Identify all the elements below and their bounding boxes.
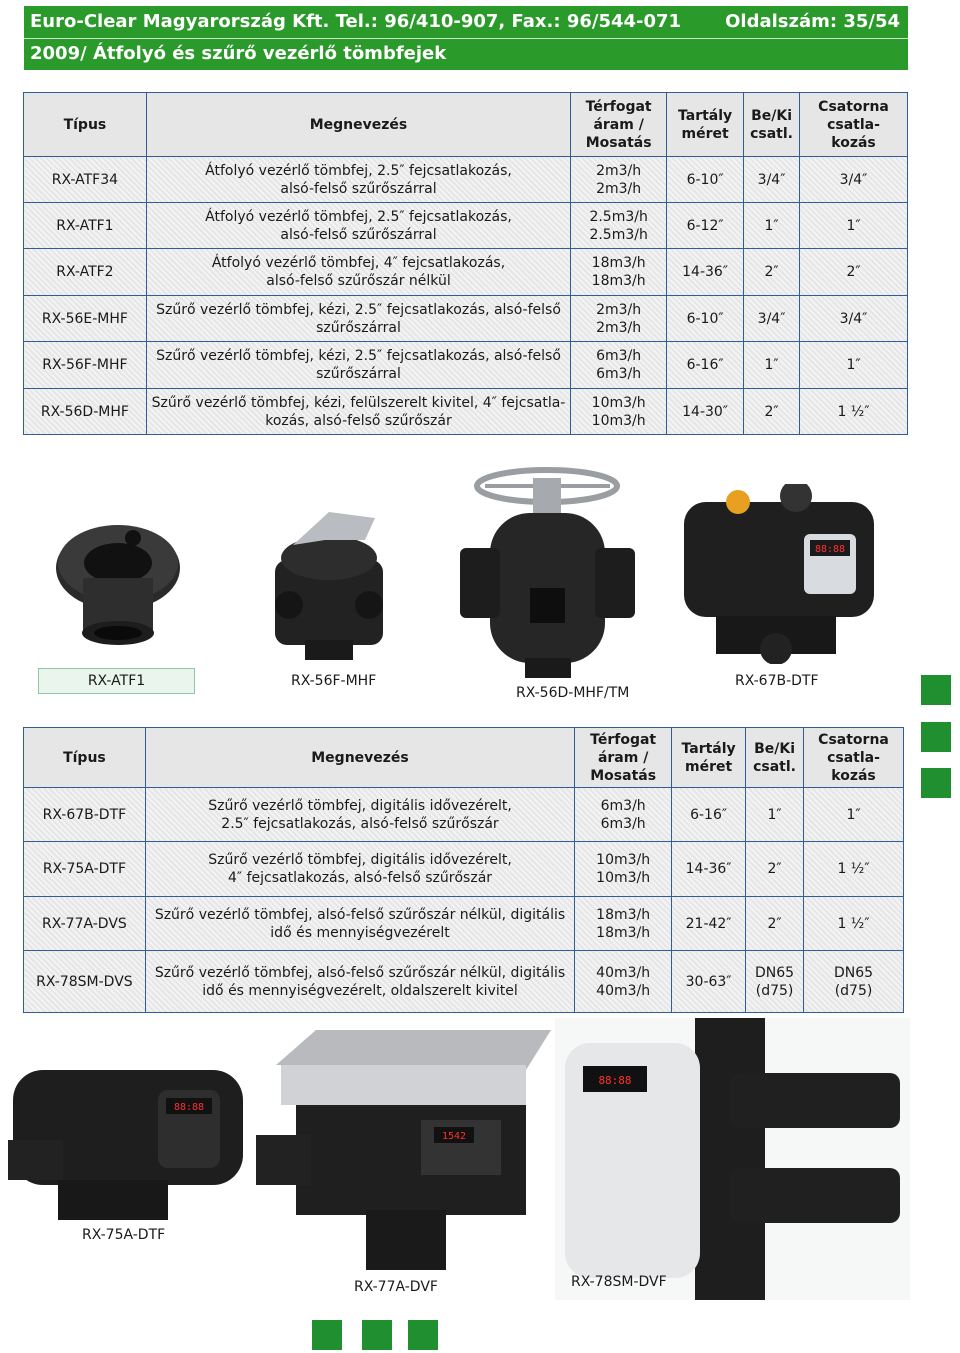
product-photo-rx-78sm-dvf	[555, 1018, 910, 1300]
name-cell: Átfolyó vezérlő tömbfej, 2.5″ fejcsatlakozás, alsó-felső szűrőszárral	[146, 203, 570, 249]
drain-connection-cell: 2″	[800, 249, 908, 296]
inout-connection-cell: 1″	[746, 788, 804, 842]
type-cell: RX-67B-DTF	[24, 788, 146, 842]
table-row	[24, 788, 904, 842]
title-bar	[24, 38, 908, 70]
decor-square	[312, 1320, 342, 1350]
type-cell: RX-56F-MHF	[24, 342, 147, 389]
header-type: Típus	[24, 93, 147, 157]
header-tank: Tartály méret	[672, 728, 746, 788]
flow-cell: 10m3/h 10m3/h	[575, 842, 672, 897]
header-drain: Csatorna csatla- kozás	[800, 93, 908, 157]
drain-connection-cell: 1 ½″	[804, 842, 904, 897]
table-row	[24, 203, 908, 249]
drain-connection-cell: 3/4″	[800, 296, 908, 342]
table-row	[24, 249, 908, 296]
type-cell: RX-77A-DVS	[24, 897, 146, 951]
product-photo-rx-67b-dtf	[676, 484, 881, 664]
display-readout-rx75a: 88:88	[173, 1102, 205, 1113]
name-cell: Szűrő vezérlő tömbfej, kézi, 2.5″ fejcsatlakozás, alsó-felső szűrőszárral	[146, 296, 570, 342]
name-cell: Szűrő vezérlő tömbfej, digitális idővezérelt, 2.5″ fejcsatlakozás, alsó-felső szűrőszár	[145, 788, 574, 842]
type-cell: RX-75A-DTF	[24, 842, 146, 897]
type-cell: RX-ATF34	[24, 157, 147, 203]
flow-cell: 6m3/h 6m3/h	[571, 342, 667, 389]
drain-connection-cell: 1 ½″	[800, 389, 908, 435]
flow-cell: 40m3/h 40m3/h	[575, 951, 672, 1013]
tank-size-cell: 6-16″	[667, 342, 744, 389]
flow-cell: 18m3/h 18m3/h	[575, 897, 672, 951]
caption-rx-atf1: RX-ATF1	[38, 668, 195, 694]
drain-connection-cell: DN65 (d75)	[804, 951, 904, 1013]
caption-rx-56d-mhf-tm: RX-56D-MHF/TM	[516, 685, 630, 701]
display-readout-rx77a: 1542	[441, 1131, 467, 1142]
table-row	[24, 842, 904, 897]
type-cell: RX-56E-MHF	[24, 296, 147, 342]
product-photo-rx-75a-dtf	[8, 1050, 248, 1225]
tank-size-cell: 21-42″	[672, 897, 746, 951]
flow-cell: 2m3/h 2m3/h	[571, 157, 667, 203]
tank-size-cell: 6-10″	[667, 296, 744, 342]
decor-square	[362, 1320, 392, 1350]
table-row	[24, 897, 904, 951]
table-row	[24, 157, 908, 203]
decor-square	[921, 722, 951, 752]
type-cell: RX-ATF1	[24, 203, 147, 249]
header-flow: Térfogat áram / Mosatás	[575, 728, 672, 788]
header-bar	[24, 6, 908, 38]
display-readout-rx78sm: 88:88	[598, 1074, 632, 1087]
flow-cell: 2m3/h 2m3/h	[571, 296, 667, 342]
caption-rx-56f-mhf: RX-56F-MHF	[291, 673, 377, 689]
name-cell: Szűrő vezérlő tömbfej, kézi, felülszerelt kivitel, 4″ fejcsatla- kozás, alsó-felső szűrőszár	[146, 389, 570, 435]
tank-size-cell: 6-12″	[667, 203, 744, 249]
header-name: Megnevezés	[145, 728, 574, 788]
type-cell: RX-78SM-DVS	[24, 951, 146, 1013]
header-flow: Térfogat áram / Mosatás	[571, 93, 667, 157]
tank-size-cell: 14-36″	[667, 249, 744, 296]
product-photo-rx-atf1	[38, 483, 193, 658]
product-photo-rx-56f-mhf	[265, 500, 393, 665]
decor-square	[921, 768, 951, 798]
flow-cell: 6m3/h 6m3/h	[575, 788, 672, 842]
decor-square	[921, 675, 951, 705]
inout-connection-cell: 2″	[746, 897, 804, 951]
name-cell: Átfolyó vezérlő tömbfej, 4″ fejcsatlakozás, alsó-felső szűrőszár nélkül	[146, 249, 570, 296]
inout-connection-cell: 1″	[744, 342, 800, 389]
caption-rx-77a-dvf: RX-77A-DVF	[354, 1279, 438, 1295]
name-cell: Szűrő vezérlő tömbfej, alsó-felső szűrőszár nélkül, digitális idő és mennyiségvezérelt	[145, 897, 574, 951]
caption-rx-67b-dtf: RX-67B-DTF	[735, 673, 819, 689]
name-cell: Szűrő vezérlő tömbfej, alsó-felső szűrőszár nélkül, digitális idő és mennyiségvezérelt, oldalszerelt kivitel	[145, 951, 574, 1013]
header-drain: Csatorna csatla- kozás	[804, 728, 904, 788]
drain-connection-cell: 3/4″	[800, 157, 908, 203]
drain-connection-cell: 1″	[800, 342, 908, 389]
tank-size-cell: 14-30″	[667, 389, 744, 435]
inout-connection-cell: 2″	[746, 842, 804, 897]
type-cell: RX-56D-MHF	[24, 389, 147, 435]
tank-size-cell: 6-16″	[672, 788, 746, 842]
header-inout: Be/Ki csatl.	[746, 728, 804, 788]
header-tank: Tartály méret	[667, 93, 744, 157]
tank-size-cell: 14-36″	[672, 842, 746, 897]
inout-connection-cell: 2″	[744, 389, 800, 435]
flow-cell: 10m3/h 10m3/h	[571, 389, 667, 435]
spec-table-1	[23, 92, 908, 435]
table-header-row	[24, 93, 908, 157]
inout-connection-cell: 2″	[744, 249, 800, 296]
drain-connection-cell: 1″	[804, 788, 904, 842]
display-readout-rx67b: 88:88	[814, 544, 846, 555]
table-row	[24, 389, 908, 435]
tank-size-cell: 30-63″	[672, 951, 746, 1013]
name-cell: Szűrő vezérlő tömbfej, digitális idővezérelt, 4″ fejcsatlakozás, alsó-felső szűrőszár	[145, 842, 574, 897]
name-cell: Szűrő vezérlő tömbfej, kézi, 2.5″ fejcsatlakozás, alsó-felső szűrőszárral	[146, 342, 570, 389]
drain-connection-cell: 1″	[800, 203, 908, 249]
flow-cell: 2.5m3/h 2.5m3/h	[571, 203, 667, 249]
header-name: Megnevezés	[146, 93, 570, 157]
name-cell: Átfolyó vezérlő tömbfej, 2.5″ fejcsatlakozás, alsó-felső szűrőszárral	[146, 157, 570, 203]
product-photo-rx-56d-mhf-tm	[455, 458, 640, 680]
table-row	[24, 951, 904, 1013]
caption-rx-78sm-dvf: RX-78SM-DVF	[571, 1274, 667, 1290]
tank-size-cell: 6-10″	[667, 157, 744, 203]
caption-rx-75a-dtf: RX-75A-DTF	[82, 1227, 166, 1243]
decor-square	[408, 1320, 438, 1350]
table-row	[24, 342, 908, 389]
inout-connection-cell: DN65 (d75)	[746, 951, 804, 1013]
page-title: 2009/ Átfolyó és szűrő vezérlő tömbfejek	[30, 43, 447, 64]
flow-cell: 18m3/h 18m3/h	[571, 249, 667, 296]
drain-connection-cell: 1 ½″	[804, 897, 904, 951]
page-number: Oldalszám: 35/54	[725, 11, 900, 32]
inout-connection-cell: 3/4″	[744, 157, 800, 203]
inout-connection-cell: 3/4″	[744, 296, 800, 342]
table-header-row	[24, 728, 904, 788]
company-info: Euro-Clear Magyarország Kft. Tel.: 96/410-907, Fax.: 96/544-071	[30, 11, 682, 32]
product-photo-rx-77a-dvf	[256, 1025, 556, 1275]
table-row	[24, 296, 908, 342]
header-inout: Be/Ki csatl.	[744, 93, 800, 157]
header-type: Típus	[24, 728, 146, 788]
type-cell: RX-ATF2	[24, 249, 147, 296]
inout-connection-cell: 1″	[744, 203, 800, 249]
spec-table-2	[23, 727, 904, 1013]
